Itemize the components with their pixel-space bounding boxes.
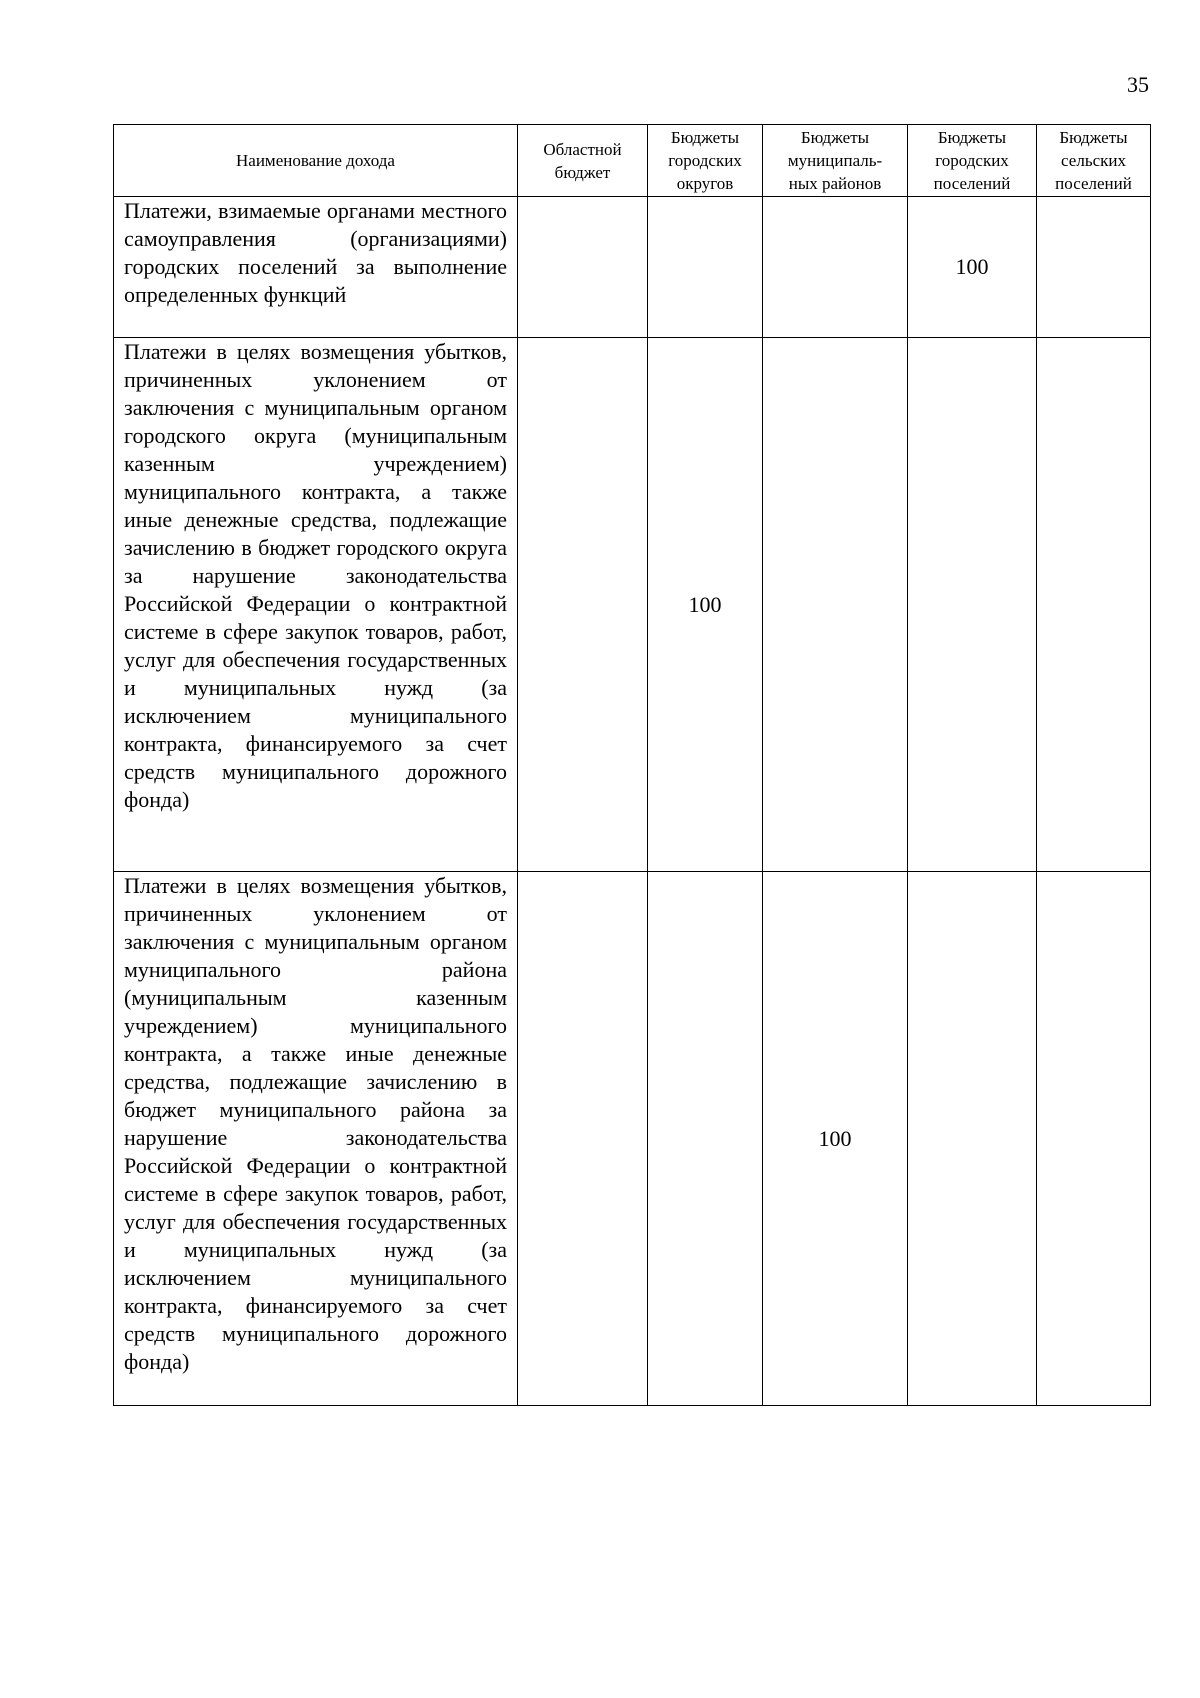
header-line: городских <box>668 151 742 170</box>
municipal-districts-cell <box>763 197 908 338</box>
urban-settlements-cell <box>908 338 1037 872</box>
income-name-cell: Платежи, взимаемые органами местного самоуправления (организациями) городских поселений за выполнение определенных функций <box>114 197 518 338</box>
income-name-cell: Платежи в целях возмещения убытков, причиненных уклонением от заключения с муниципальным органом муниципального района (муниципальным казенным учреждением) муниципального контракта, а также иные денежные средства, подлежащие зачислению в бюджет муниципального района за нарушение законодательства Российской Федерации о контрактной системе в сфере закупок товаров, работ, услуг для обеспечения государственных и муниципальных нужд (за исключением муниципального контракта, финансируемого за счет средств муниципального дорожного фонда) <box>114 872 518 1406</box>
header-line: Бюджеты <box>670 128 740 147</box>
municipal-districts-cell <box>763 338 908 872</box>
header-line: поселений <box>933 174 1011 193</box>
header-line: бюджет <box>554 162 611 182</box>
regional-budget-cell <box>518 872 648 1406</box>
city-districts-cell: 100 <box>648 338 763 872</box>
city-districts-cell <box>648 197 763 338</box>
income-distribution-table <box>113 124 1151 1406</box>
header-urban-settlements <box>908 125 1037 197</box>
table-row <box>114 197 1151 338</box>
header-line: Областной <box>543 139 622 159</box>
header-city-districts <box>648 125 763 197</box>
header-line: поселений <box>1055 174 1132 193</box>
table-row <box>114 872 1151 1406</box>
header-line: сельских <box>1061 151 1126 170</box>
header-line: ных районов <box>788 174 882 193</box>
income-name-cell: Платежи в целях возмещения убытков, причиненных уклонением от заключения с муниципальным органом городского округа (муниципальным казенным учреждением) муниципального контракта, а также иные денежные средства, подлежащие зачислению в бюджет городского округа за нарушение законодательства Российской Федерации о контрактной системе в сфере закупок товаров, работ, услуг для обеспечения государственных и муниципальных нужд (за исключением муниципального контракта, финансируемого за счет средств муниципального дорожного фонда) <box>114 338 518 872</box>
header-regional-budget <box>518 125 648 197</box>
rural-settlements-cell <box>1037 872 1151 1406</box>
header-line: городских <box>935 151 1009 170</box>
urban-settlements-cell <box>908 872 1037 1406</box>
header-line: муниципаль- <box>787 151 883 170</box>
header-municipal-districts <box>763 125 908 197</box>
page-number: 35 <box>1127 72 1149 97</box>
header-rural-settlements <box>1037 125 1151 197</box>
municipal-districts-cell: 100 <box>763 872 908 1406</box>
header-line: Бюджеты <box>1059 128 1128 147</box>
regional-budget-cell <box>518 197 648 338</box>
table-header-row <box>114 125 1151 197</box>
header-income-name-text: Наименование дохода <box>236 151 395 170</box>
regional-budget-cell <box>518 338 648 872</box>
header-income-name <box>114 125 518 197</box>
city-districts-cell <box>648 872 763 1406</box>
header-line: Бюджеты <box>937 128 1007 147</box>
rural-settlements-cell <box>1037 338 1151 872</box>
rural-settlements-cell <box>1037 197 1151 338</box>
urban-settlements-cell: 100 <box>908 197 1037 338</box>
header-line: Бюджеты <box>800 128 870 147</box>
table-row <box>114 338 1151 872</box>
header-line: округов <box>676 174 734 193</box>
